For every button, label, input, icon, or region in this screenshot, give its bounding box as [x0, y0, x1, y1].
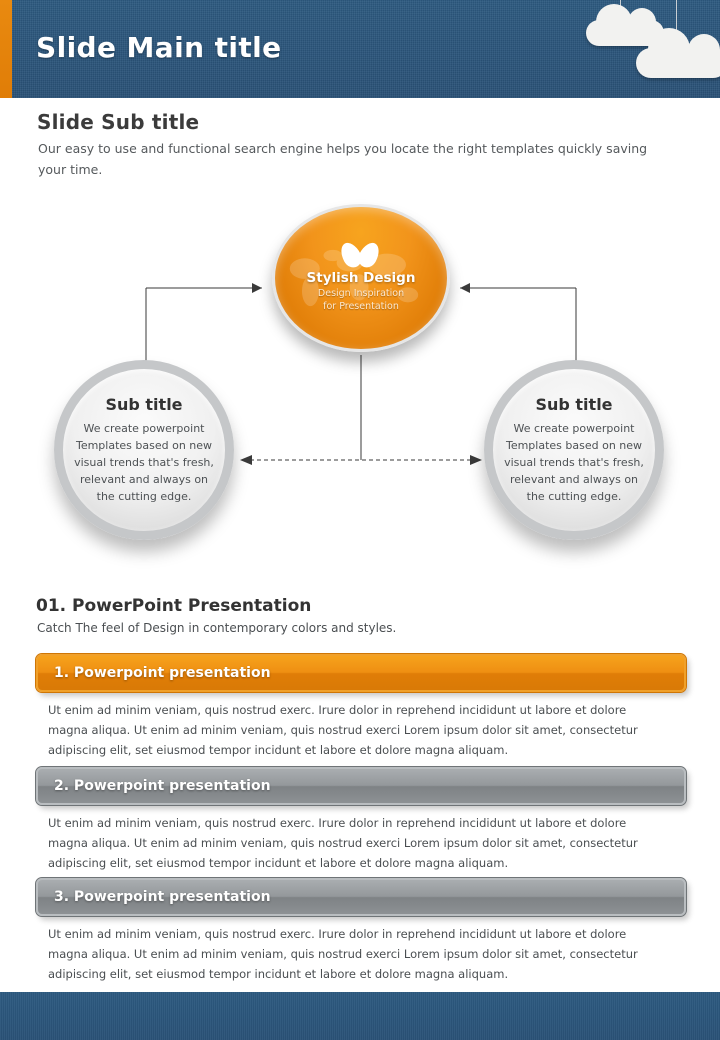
left-node-title: Sub title	[105, 394, 183, 414]
right-node-text: We create powerpoint Templates based on new visual trends that's fresh, relevant and always on the cutting edge.	[504, 421, 644, 504]
diagram-center-node[interactable]	[272, 204, 450, 352]
page-title: Slide Main title	[36, 31, 282, 64]
slide-footer	[0, 992, 720, 1040]
center-node-subtitle-line2: for Presentation	[323, 301, 399, 312]
diagram-right-node[interactable]	[484, 360, 664, 540]
section-title: 01. PowerPoint Presentation	[36, 596, 312, 616]
center-node-title: Stylish Design	[306, 270, 416, 287]
center-node-subtitle-line1: Design Inspiration	[317, 288, 405, 300]
list-item-bar-2[interactable]	[36, 767, 686, 805]
diagram	[0, 190, 720, 570]
list-item-bar-1[interactable]	[36, 654, 686, 692]
header-accent-bar	[0, 0, 12, 98]
right-node-title: Sub title	[535, 394, 613, 414]
list-item-body-3: Ut enim ad minim veniam, quis nostrud exerc. Irure dolor in reprehend incididunt ut labore et dolore magna aliqua. Ut enim ad minim veniam, quis nostrud exerci Lorem ipsum dolor sit amet, consectetur adipiscing elit, set eiusmod tempor incidunt et labore et dolore magna aliquam.	[48, 927, 638, 982]
list-item-body-1: Ut enim ad minim veniam, quis nostrud exerc. Irure dolor in reprehend incididunt ut labore et dolore magna aliqua. Ut enim ad minim veniam, quis nostrud exerci Lorem ipsum dolor sit amet, consectetur adipiscing elit, set eiusmod tempor incidunt et labore et dolore magna aliquam.	[48, 703, 638, 758]
list-item-body-2: Ut enim ad minim veniam, quis nostrud exerc. Irure dolor in reprehend incididunt ut labore et dolore magna aliqua. Ut enim ad minim veniam, quis nostrud exerci Lorem ipsum dolor sit amet, consectetur adipiscing elit, set eiusmod tempor incidunt et labore et dolore magna aliquam.	[48, 816, 638, 871]
list-item-label: 2. Powerpoint presentation	[54, 778, 271, 794]
slide-subtitle: Slide Sub title	[37, 110, 200, 134]
cloud-icon	[636, 48, 720, 78]
slide-header	[0, 0, 720, 98]
slide-description: Our easy to use and functional search engine helps you locate the right templates quickly saving your time.	[38, 141, 648, 177]
list-item-label: 1. Powerpoint presentation	[54, 665, 271, 681]
list-item-bar-3[interactable]	[36, 878, 686, 916]
list-item-label: 3. Powerpoint presentation	[54, 889, 271, 905]
left-node-text: We create powerpoint Templates based on new visual trends that's fresh, relevant and always on the cutting edge.	[74, 421, 214, 504]
leaf-icon	[341, 242, 381, 268]
diagram-left-node[interactable]	[54, 360, 234, 540]
section-subtitle: Catch The feel of Design in contemporary colors and styles.	[37, 621, 397, 635]
center-node-subtitle	[318, 288, 404, 314]
